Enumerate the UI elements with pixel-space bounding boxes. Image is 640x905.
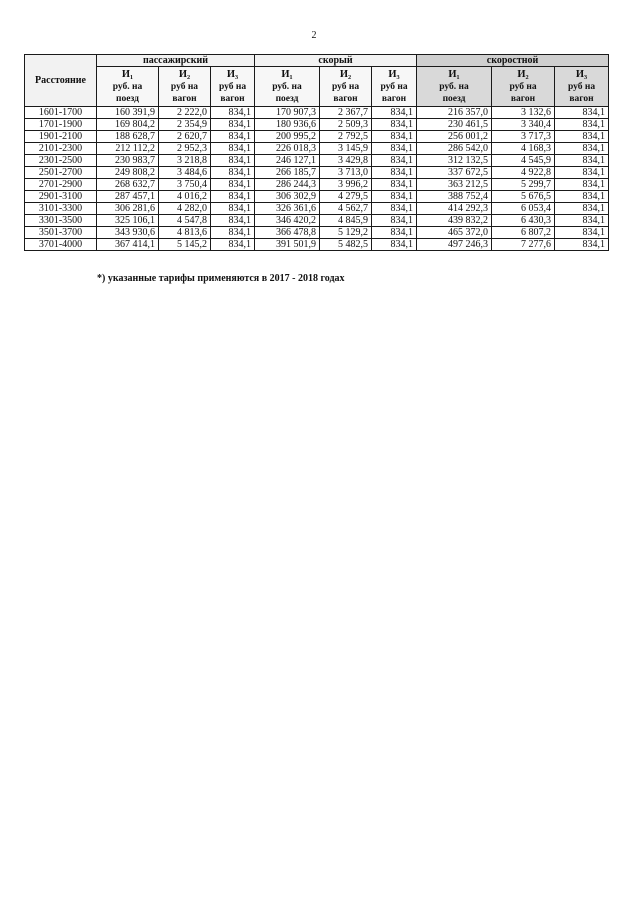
tariff-cell: 346 420,2 xyxy=(255,215,320,227)
tariff-cell: 5 482,5 xyxy=(320,239,372,251)
tariff-cell: 2 792,5 xyxy=(320,131,372,143)
tariff-cell: 834,1 xyxy=(372,131,417,143)
index-symbol: И₃ xyxy=(575,68,588,80)
unit-line-2: вагон xyxy=(333,93,358,104)
tariff-cell: 286 542,0 xyxy=(417,143,492,155)
tariff-cell: 5 299,7 xyxy=(492,179,555,191)
index-symbol: И₂ xyxy=(178,68,191,80)
unit-line-1: руб. на xyxy=(272,81,302,92)
tariff-cell: 834,1 xyxy=(372,155,417,167)
tariff-cell: 3 484,6 xyxy=(159,167,211,179)
subheader-passenger-i1 xyxy=(97,67,159,107)
tariff-cell: 6 807,2 xyxy=(492,227,555,239)
subheader-fast-i1 xyxy=(255,67,320,107)
tariff-cell: 2 222,0 xyxy=(159,107,211,119)
tariff-cell: 834,1 xyxy=(555,191,609,203)
tariff-cell: 363 212,5 xyxy=(417,179,492,191)
subheader-high-speed-i1 xyxy=(417,67,492,107)
tariff-cell: 306 281,6 xyxy=(97,203,159,215)
distance-range-cell: 3501-3700 xyxy=(25,227,97,239)
tariff-cell: 2 509,3 xyxy=(320,119,372,131)
tariff-cell: 366 478,8 xyxy=(255,227,320,239)
distance-range-cell: 2101-2300 xyxy=(25,143,97,155)
tariff-cell: 834,1 xyxy=(372,119,417,131)
tariff-cell: 834,1 xyxy=(211,167,255,179)
tariff-cell: 4 813,6 xyxy=(159,227,211,239)
tariff-cell: 4 545,9 xyxy=(492,155,555,167)
index-symbol: И₁ xyxy=(281,68,293,80)
unit-line-1: руб на xyxy=(509,81,537,92)
tariff-cell: 188 628,7 xyxy=(97,131,159,143)
table-row xyxy=(25,119,609,131)
index-symbol: И₃ xyxy=(388,68,400,80)
distance-range-cell: 2301-2500 xyxy=(25,155,97,167)
unit-line-2: вагон xyxy=(569,93,594,104)
table-row xyxy=(25,107,609,119)
tariff-cell: 834,1 xyxy=(211,131,255,143)
tariff-cell: 4 282,0 xyxy=(159,203,211,215)
tariff-cell: 388 752,4 xyxy=(417,191,492,203)
tariff-cell: 834,1 xyxy=(211,191,255,203)
group-header-row xyxy=(25,55,609,67)
tariff-cell: 834,1 xyxy=(555,119,609,131)
tariff-cell: 834,1 xyxy=(555,167,609,179)
tariff-cell: 834,1 xyxy=(555,179,609,191)
tariff-cell: 3 218,8 xyxy=(159,155,211,167)
table-body xyxy=(25,107,609,251)
distance-range-cell: 1901-2100 xyxy=(25,131,97,143)
tariff-cell: 4 562,7 xyxy=(320,203,372,215)
tariff-cell: 170 907,3 xyxy=(255,107,320,119)
tariff-cell: 834,1 xyxy=(211,239,255,251)
distance-range-cell: 3101-3300 xyxy=(25,203,97,215)
tariff-cell: 337 672,5 xyxy=(417,167,492,179)
tariff-cell: 834,1 xyxy=(372,143,417,155)
tariff-cell: 834,1 xyxy=(555,131,609,143)
unit-line-2: поезд xyxy=(116,93,139,104)
tariff-cell: 834,1 xyxy=(211,143,255,155)
tariff-cell: 367 414,1 xyxy=(97,239,159,251)
table-row xyxy=(25,215,609,227)
tariff-cell: 246 127,1 xyxy=(255,155,320,167)
unit-line-1: руб на xyxy=(380,81,408,92)
unit-line-1: руб на xyxy=(170,81,199,92)
tariff-cell: 834,1 xyxy=(555,239,609,251)
tariff-cell: 169 804,2 xyxy=(97,119,159,131)
table-row xyxy=(25,191,609,203)
tariff-cell: 2 952,3 xyxy=(159,143,211,155)
tariff-cell: 834,1 xyxy=(211,107,255,119)
distance-range-cell: 2701-2900 xyxy=(25,179,97,191)
tariff-cell: 3 340,4 xyxy=(492,119,555,131)
tariff-cell: 4 922,8 xyxy=(492,167,555,179)
tariff-cell: 834,1 xyxy=(211,215,255,227)
tariff-cell: 497 246,3 xyxy=(417,239,492,251)
tariff-cell: 834,1 xyxy=(372,107,417,119)
footnote: *) указанные тарифы применяются в 2017 - 2018 годах xyxy=(97,273,345,284)
tariff-cell: 2 620,7 xyxy=(159,131,211,143)
tariff-cell: 343 930,6 xyxy=(97,227,159,239)
tariff-cell: 4 845,9 xyxy=(320,215,372,227)
index-symbol: И₂ xyxy=(339,68,352,80)
unit-line-2: вагон xyxy=(220,93,245,104)
tariff-cell: 2 367,7 xyxy=(320,107,372,119)
tariff-cell: 834,1 xyxy=(555,215,609,227)
tariff-cell: 7 277,6 xyxy=(492,239,555,251)
tariff-cell: 216 357,0 xyxy=(417,107,492,119)
tariff-cell: 4 547,8 xyxy=(159,215,211,227)
unit-line-1: руб. на xyxy=(439,81,469,92)
tariff-cell: 312 132,5 xyxy=(417,155,492,167)
tariff-cell: 160 391,9 xyxy=(97,107,159,119)
table-row xyxy=(25,203,609,215)
tariff-cell: 439 832,2 xyxy=(417,215,492,227)
tariff-cell: 6 053,4 xyxy=(492,203,555,215)
tariff-cell: 5 676,5 xyxy=(492,191,555,203)
subheader-fast-i3 xyxy=(372,67,417,107)
tariff-cell: 266 185,7 xyxy=(255,167,320,179)
tariff-cell: 256 001,2 xyxy=(417,131,492,143)
tariff-cell: 306 302,9 xyxy=(255,191,320,203)
unit-line-1: руб на xyxy=(331,81,360,92)
tariff-cell: 325 106,1 xyxy=(97,215,159,227)
tariff-cell: 3 713,0 xyxy=(320,167,372,179)
tariff-cell: 226 018,3 xyxy=(255,143,320,155)
tariff-cell: 326 361,6 xyxy=(255,203,320,215)
subheader-passenger-i2 xyxy=(159,67,211,107)
tariff-cell: 834,1 xyxy=(372,191,417,203)
subheader-fast-i2 xyxy=(320,67,372,107)
unit-line-1: руб. на xyxy=(112,81,143,92)
table-row xyxy=(25,131,609,143)
distance-range-cell: 1601-1700 xyxy=(25,107,97,119)
subheader-passenger-i3 xyxy=(211,67,255,107)
table-row xyxy=(25,167,609,179)
tariff-cell: 834,1 xyxy=(555,227,609,239)
unit-line-1: руб на xyxy=(218,81,247,92)
tariff-cell: 834,1 xyxy=(372,239,417,251)
tariff-cell: 834,1 xyxy=(555,107,609,119)
tariff-cell: 6 430,3 xyxy=(492,215,555,227)
distance-column-header: Расстояние xyxy=(25,55,97,107)
tariff-cell: 3 750,4 xyxy=(159,179,211,191)
tariff-cell: 834,1 xyxy=(372,167,417,179)
tariff-cell: 834,1 xyxy=(555,143,609,155)
unit-line-2: вагон xyxy=(510,93,536,104)
tariff-cell: 200 995,2 xyxy=(255,131,320,143)
subheader-high-speed-i3 xyxy=(555,67,609,107)
table-row xyxy=(25,179,609,191)
table-row xyxy=(25,227,609,239)
tariff-cell: 180 936,6 xyxy=(255,119,320,131)
tariff-cell: 834,1 xyxy=(211,155,255,167)
table-row xyxy=(25,155,609,167)
index-symbol: И₂ xyxy=(517,68,529,80)
distance-range-cell: 2501-2700 xyxy=(25,167,97,179)
tariff-cell: 230 983,7 xyxy=(97,155,159,167)
tariff-cell: 834,1 xyxy=(211,179,255,191)
tariff-cell: 834,1 xyxy=(372,179,417,191)
tariff-cell: 2 354,9 xyxy=(159,119,211,131)
distance-range-cell: 1701-1900 xyxy=(25,119,97,131)
tariff-cell: 3 717,3 xyxy=(492,131,555,143)
group-header-passenger: пассажирский xyxy=(97,55,255,67)
subheader-high-speed-i2 xyxy=(492,67,555,107)
distance-range-cell: 3701-4000 xyxy=(25,239,97,251)
tariff-cell: 286 244,3 xyxy=(255,179,320,191)
tariff-cell: 414 292,3 xyxy=(417,203,492,215)
tariff-cell: 4 016,2 xyxy=(159,191,211,203)
tariff-cell: 391 501,9 xyxy=(255,239,320,251)
unit-line-2: поезд xyxy=(442,93,466,104)
subheader-row xyxy=(25,67,609,107)
group-header-high-speed: скоростной xyxy=(417,55,609,67)
tariff-cell: 834,1 xyxy=(372,215,417,227)
unit-line-1: руб на xyxy=(567,81,596,92)
index-symbol: И₃ xyxy=(226,68,239,80)
tariff-cell: 834,1 xyxy=(211,203,255,215)
tariff-cell: 834,1 xyxy=(211,119,255,131)
tariff-cell: 834,1 xyxy=(555,203,609,215)
tariff-cell: 3 145,9 xyxy=(320,143,372,155)
table-row xyxy=(25,239,609,251)
tariff-cell: 4 279,5 xyxy=(320,191,372,203)
unit-line-2: вагон xyxy=(381,93,407,104)
unit-line-2: поезд xyxy=(275,93,299,104)
tariff-cell: 465 372,0 xyxy=(417,227,492,239)
tariff-cell: 834,1 xyxy=(372,203,417,215)
tariff-cell: 230 461,5 xyxy=(417,119,492,131)
tariff-cell: 5 129,2 xyxy=(320,227,372,239)
unit-line-2: вагон xyxy=(172,93,197,104)
tariff-cell: 249 808,2 xyxy=(97,167,159,179)
distance-range-cell: 2901-3100 xyxy=(25,191,97,203)
tariff-cell: 3 996,2 xyxy=(320,179,372,191)
group-header-fast: скорый xyxy=(255,55,417,67)
tariff-cell: 3 429,8 xyxy=(320,155,372,167)
table-row xyxy=(25,143,609,155)
tariff-cell: 212 112,2 xyxy=(97,143,159,155)
tariff-cell: 5 145,2 xyxy=(159,239,211,251)
index-symbol: И₁ xyxy=(448,68,460,80)
tariff-cell: 834,1 xyxy=(555,155,609,167)
tariff-cell: 834,1 xyxy=(211,227,255,239)
tariff-cell: 3 132,6 xyxy=(492,107,555,119)
tariff-cell: 287 457,1 xyxy=(97,191,159,203)
index-symbol: И₁ xyxy=(121,68,134,80)
tariff-cell: 4 168,3 xyxy=(492,143,555,155)
page-number: 2 xyxy=(311,30,317,41)
tariff-cell: 268 632,7 xyxy=(97,179,159,191)
tariff-table xyxy=(24,54,609,251)
tariff-cell: 834,1 xyxy=(372,227,417,239)
distance-range-cell: 3301-3500 xyxy=(25,215,97,227)
